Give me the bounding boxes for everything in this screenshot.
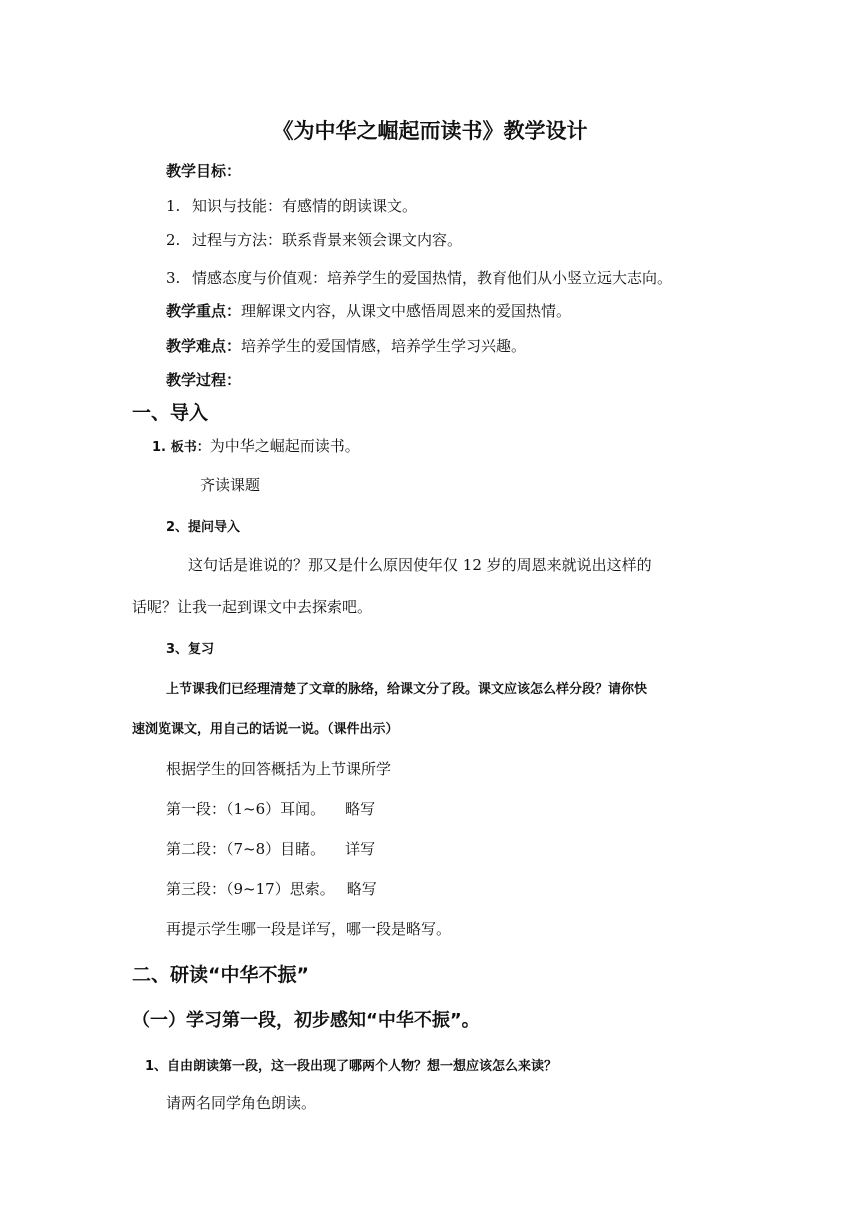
part-row-2 bbox=[166, 838, 375, 859]
section1-item2: 2、提问导入 bbox=[166, 520, 241, 535]
goal-item-1 bbox=[166, 195, 417, 216]
key-point-label: 教学重点： bbox=[166, 302, 242, 320]
item2-text-line2: 话呢？让我一起到课文中去探索吧。 bbox=[132, 598, 373, 616]
board-label: 板书： bbox=[170, 440, 210, 455]
section2-heading: 二、研读“中华不振” bbox=[132, 964, 309, 986]
part-note: 略写 bbox=[345, 800, 376, 818]
board-text: 为中华之崛起而读书。 bbox=[209, 437, 360, 455]
difficulty-text: 培养学生的爱国情感，培养学生学习兴趣。 bbox=[241, 337, 527, 355]
key-point-text: 理解课文内容，从课文中感悟周恩来的爱国热情。 bbox=[241, 302, 572, 320]
part-note: 详写 bbox=[345, 840, 376, 858]
part-label: 第二段： bbox=[166, 840, 227, 858]
section1-item1 bbox=[152, 435, 360, 456]
part-label: 第一段： bbox=[166, 800, 227, 818]
goal-number: 2. bbox=[166, 231, 181, 249]
goal-item-3 bbox=[166, 267, 672, 288]
part-note: 略写 bbox=[346, 880, 377, 898]
goal-item-2 bbox=[166, 229, 462, 250]
goals-heading: 教学目标： bbox=[166, 162, 242, 180]
goal-number: 1. bbox=[166, 197, 181, 215]
review-line1: 上节课我们已经理清楚了文章的脉络，给课文分了段。课文应该怎么样分段？请你快 bbox=[166, 682, 648, 697]
item-number: 1. bbox=[152, 440, 166, 455]
key-point bbox=[166, 300, 571, 321]
goal-text: 过程与方法：联系背景来领会课文内容。 bbox=[192, 231, 463, 249]
section1-heading: 一、导入 bbox=[132, 402, 209, 424]
part-range: （1~6）耳闻。 bbox=[226, 800, 326, 818]
part-range: （9~17）思索。 bbox=[226, 880, 335, 898]
difficulty bbox=[166, 335, 526, 356]
summary-line: 根据学生的回答概括为上节课所学 bbox=[166, 760, 392, 778]
read-title-line: 齐读课题 bbox=[200, 476, 261, 494]
goal-text: 情感态度与价值观：培养学生的爱国热情，教育他们从小竖立远大志向。 bbox=[192, 269, 673, 287]
item2-text-line1: 这句话是谁说的？那又是什么原因使年仅 12 岁的周恩来就说出这样的 bbox=[188, 556, 652, 574]
hint-line: 再提示学生哪一段是详写，哪一段是略写。 bbox=[166, 920, 452, 938]
goal-number: 3. bbox=[166, 269, 181, 287]
document-title: 《为中华之崛起而读书》教学设计 bbox=[272, 119, 588, 143]
section2-item1: 1、自由朗读第一段，这一段出现了哪两个人物？想一想应该怎么来读？ bbox=[145, 1059, 558, 1074]
section2-item1-text: 请两名同学角色朗读。 bbox=[166, 1094, 317, 1112]
section2-sub1: （一）学习第一段，初步感知“中华不振”。 bbox=[132, 1010, 480, 1031]
part-row-3 bbox=[166, 878, 377, 899]
difficulty-label: 教学难点： bbox=[166, 337, 242, 355]
section1-item3: 3、复习 bbox=[166, 642, 215, 657]
process-heading: 教学过程： bbox=[166, 371, 242, 389]
review-line2: 速浏览课文，用自己的话说一说。（课件出示） bbox=[132, 722, 399, 737]
part-range: （7~8）目睹。 bbox=[226, 840, 326, 858]
part-row-1 bbox=[166, 798, 375, 819]
goal-text: 知识与技能：有感情的朗读课文。 bbox=[192, 197, 418, 215]
part-label: 第三段： bbox=[166, 880, 227, 898]
